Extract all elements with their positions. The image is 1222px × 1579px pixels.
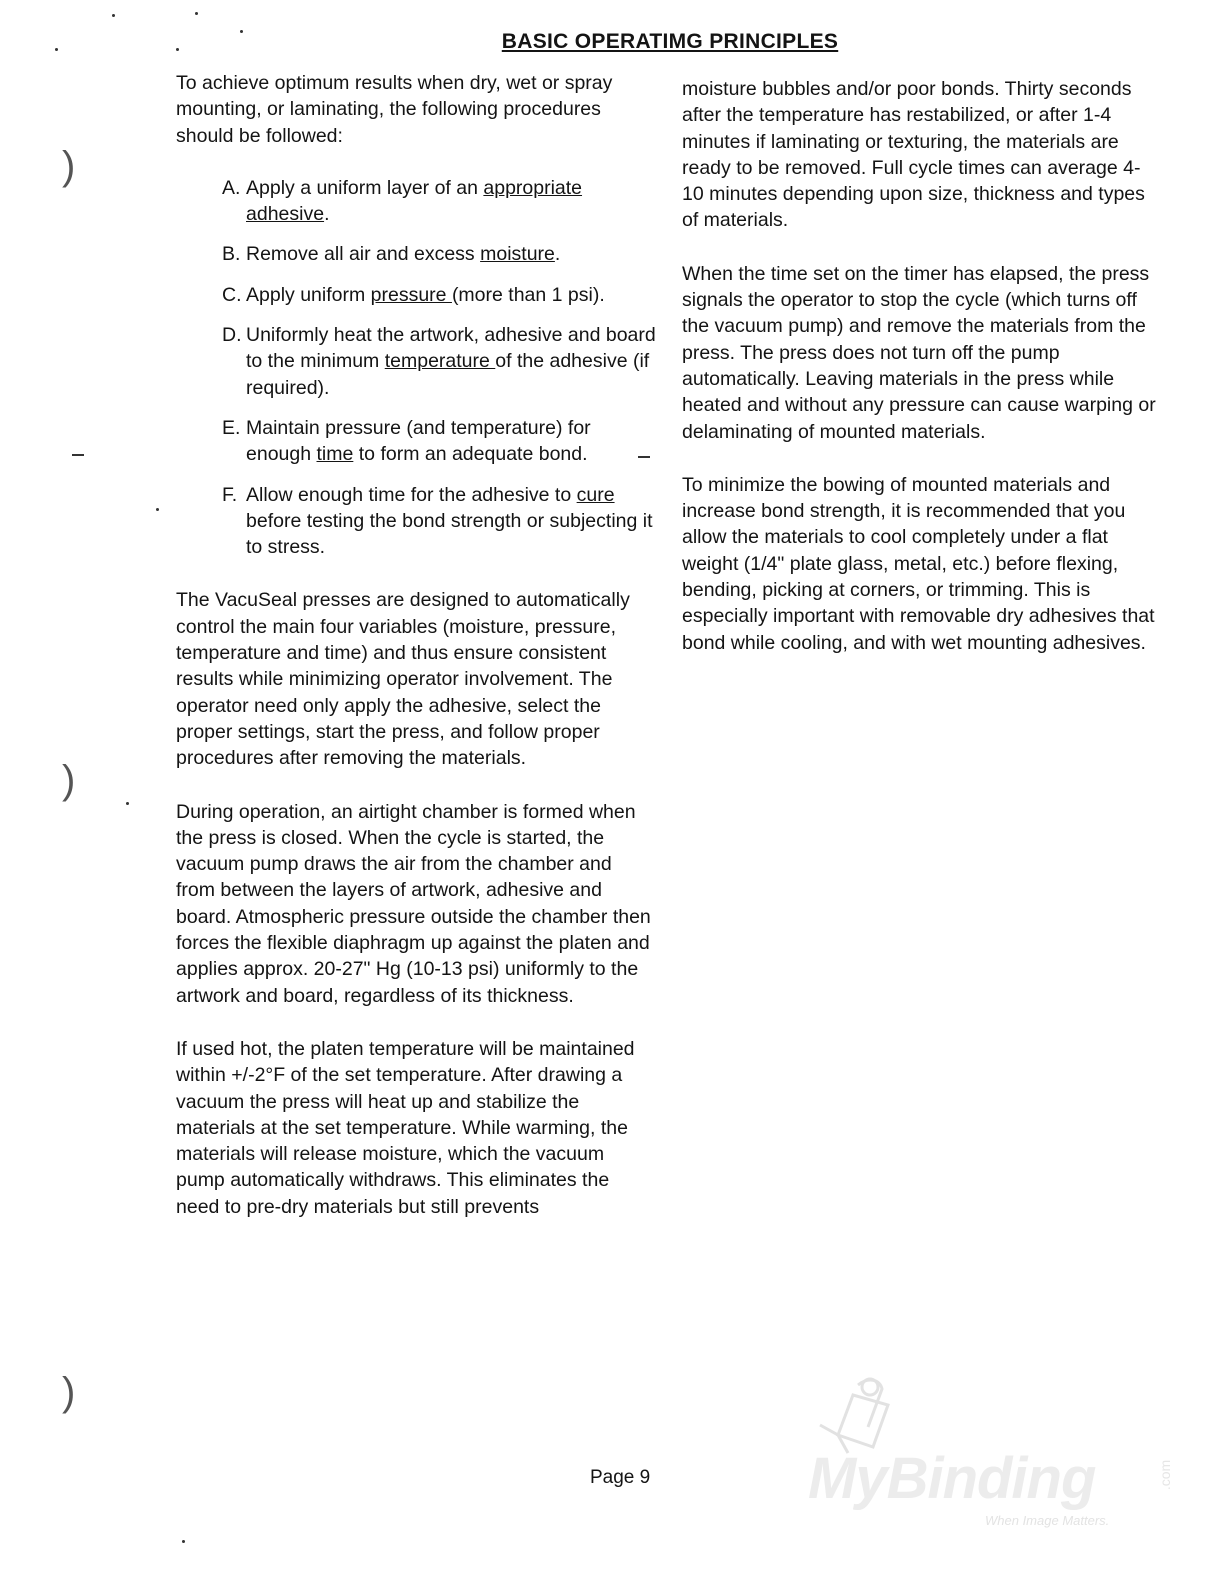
scan-speck: [112, 14, 115, 17]
procedure-list: [176, 175, 656, 561]
step-text: Uniformly heat the artwork, adhesive and board to the minimum: [246, 324, 656, 373]
procedure-step-d: [176, 322, 656, 401]
scan-speck: [182, 1540, 185, 1543]
procedure-step-b: [176, 241, 656, 267]
step-letter: B.: [222, 243, 241, 266]
procedure-step-c: [176, 282, 656, 308]
step-letter: C.: [222, 283, 242, 306]
scan-speck: [156, 508, 159, 511]
vacuseal-paragraph: The VacuSeal presses are designed to automatically control the main four variables (moisture, pressure, temperature and time) and thus ensure consistent results while minimizing operator involvement. The operator need only apply the adhesive, select the proper settings, start the press, and follow proper procedures after removing the materials.: [176, 589, 630, 770]
watermark-domain-text: .com: [1157, 1459, 1174, 1491]
step-text: .: [554, 243, 561, 266]
operation-paragraph: During operation, an airtight chamber is formed when the press is closed. When the cycle is started, the vacuum pump draws the air from the chamber and from between the layers of artwork, adhesive and board. Atmospheric pressure outside the chamber then forces the flexible diaphragm up against the platen and applies approx. 20-27" Hg (10-13 psi) uniformly to the artwork and board, regardless of its thickness.: [176, 800, 651, 1007]
punch-hole-mark-top: ): [62, 144, 76, 188]
platen-temperature-paragraph: If used hot, the platen temperature will be maintained within +/-2°F of the set temperature. After drawing a vacuum the press will heat up and stabilize the materials at the set temperature. While warming, the materials will release moisture, which the vacuum pump automatically withdraws. This eliminates the need to pre-dry materials but still prevents: [176, 1037, 635, 1218]
watermark-tagline: When Image Matters.: [985, 1513, 1110, 1528]
scan-speck: [240, 30, 243, 33]
step-text: before testing the bond strength or subjecting it to stress.: [246, 509, 653, 559]
page-title: BASIC OPERATIMG PRINCIPLES: [501, 30, 839, 53]
scan-speck: [126, 802, 129, 805]
step-letter: A.: [222, 176, 241, 199]
step-letter: F.: [222, 483, 238, 506]
step-letter: E.: [222, 416, 241, 439]
step-text: Allow enough time for the adhesive to: [246, 483, 577, 506]
step-letter: D.: [222, 324, 242, 347]
step-text: Apply uniform: [246, 283, 371, 306]
step-key-term: moisture: [480, 243, 555, 266]
step-text: Maintain pressure (and temperature) for enough: [246, 416, 591, 466]
binding-roll-logo-icon: [808, 1375, 918, 1455]
step-text: .: [324, 203, 330, 226]
intro-paragraph: To achieve optimum results when dry, wet or spray mounting, or laminating, the following procedures should be followed:: [176, 72, 613, 147]
procedure-step-f: [176, 482, 656, 561]
scan-speck: [195, 12, 198, 15]
cycle-times-paragraph: moisture bubbles and/or poor bonds. Thirty seconds after the temperature has restabilized, or after 1-4 minutes if laminating or texturing, the materials are ready to be removed. Full cycle times can average 4-10 minutes depending upon size, thickness and types of materials.: [682, 78, 1145, 232]
step-text: Apply a uniform layer of an: [246, 176, 484, 199]
right-column: [682, 76, 1162, 656]
procedure-step-e: [176, 415, 656, 468]
step-text: to form an adequate bond.: [353, 443, 588, 466]
page-number: Page 9: [590, 1467, 651, 1488]
punch-hole-mark-middle: ): [62, 758, 76, 802]
step-text: of the adhesive (if required).: [246, 350, 650, 399]
watermark-brand-text: MyBinding: [808, 1446, 1096, 1511]
procedure-step-a: [176, 175, 656, 228]
step-key-term: time: [316, 443, 354, 466]
bowing-paragraph: To minimize the bowing of mounted materials and increase bond strength, it is recommended that you allow the materials to cool completely under a flat weight (1/4" plate glass, metal, etc.) before flexing, bending, picking at corners, or trimming. This is especially important with removable dry adhesives that bond while cooling, and with wet mounting adhesives.: [682, 473, 1155, 654]
step-key-term: appropriate adhesive: [246, 176, 583, 226]
mybinding-watermark: [800, 1375, 1180, 1535]
timer-paragraph: When the time set on the timer has elapsed, the press signals the operator to stop the cycle (which turns off the vacuum pump) and remove the materials from the press. The press does not turn off the pump automatically. Leaving materials in the press while heated and without any pressure can cause warping or delaminating of mounted materials.: [682, 262, 1156, 443]
step-key-term: cure: [576, 483, 615, 506]
scan-speck: [176, 48, 179, 51]
left-column: [176, 70, 656, 1220]
scan-speck: [72, 454, 84, 456]
step-text: Remove all air and excess: [246, 243, 481, 266]
step-key-term: pressure: [370, 283, 452, 306]
scan-speck: [55, 48, 58, 51]
step-key-term: temperature: [384, 350, 496, 373]
step-text: (more than 1 psi).: [451, 283, 605, 306]
punch-hole-mark-bottom: ): [62, 1370, 76, 1414]
